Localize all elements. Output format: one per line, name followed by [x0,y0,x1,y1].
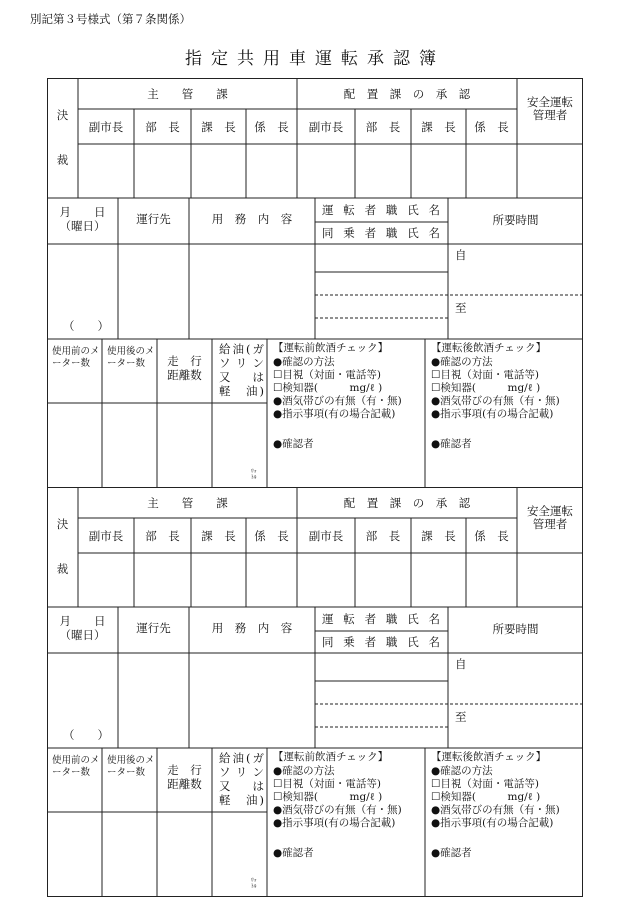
business-content-label: 用 務 内 容 [211,212,293,226]
check-after-method: ●確認の方法 [431,765,493,777]
meter-after-label: 使用後のメーター数 [107,755,155,778]
refuel-label-1: 給油(ガ [219,751,264,765]
time-from-label: 自 [455,248,467,262]
driver-name-label: 運転者職氏名 [322,203,440,217]
weekday-label: （曜日） [59,628,106,642]
time-from-label: 自 [455,657,467,671]
time-to-label: 至 [455,710,467,724]
check-after-title: 【運転後飲酒チェック】 [431,342,547,354]
kessai-label-bottom: 裁 [56,153,69,167]
approval-form-upper [47,78,583,488]
check-after-instructions: ●指示事項(有の場合記載) [431,408,554,420]
check-before-method: ●確認の方法 [273,765,335,777]
time-required-label: 所要時間 [492,622,539,636]
kessai-label-top: 決 [56,517,69,531]
passenger-name-label: 同乗者職氏名 [322,635,440,649]
weekday-blank: （ ） [63,728,109,742]
weekday-blank: （ ） [63,319,109,333]
meter-before-label: 使用前のメーター数 [52,346,100,369]
weekday-label: （曜日） [59,219,106,233]
refuel-label-3: 又 は [219,779,264,793]
role-section-chief: 課 長 [201,529,236,543]
check-after-confirmer: ●確認者 [431,847,472,859]
meter-before-label: 使用前のメーター数 [52,755,100,778]
check-after-visual: ☐目視（対面・電話等) [431,369,540,381]
table-grid [47,78,583,488]
main-section-header: 主 管 課 [147,87,228,101]
time-to-label: 至 [455,301,467,315]
role-vice-mayor: 副市長 [88,120,124,134]
role-vice-mayor-2: 副市長 [308,120,344,134]
refuel-label-2: ソ リ ン [219,765,264,779]
check-after-method: ●確認の方法 [431,356,493,368]
check-before-instructions: ●指示事項(有の場合記載) [273,408,396,420]
check-before-visual: ☐目視（対面・電話等) [273,778,382,790]
check-before-visual: ☐目視（対面・電話等) [273,369,382,381]
check-before-detector: ☐検知器( mg/ℓ ) [273,791,383,803]
liter-unit: ﾘｯﾄﾙ [251,469,257,481]
refuel-label-2: ソ リ ン [219,356,264,370]
meter-after-label: 使用後のメーター数 [107,346,155,369]
check-after-title: 【運転後飲酒チェック】 [431,751,547,763]
check-after-instructions: ●指示事項(有の場合記載) [431,817,554,829]
driver-name-label: 運転者職氏名 [322,612,440,626]
date-label: 月 日 [59,614,106,628]
safety-manager-header: 安全運転管理者 [527,95,573,122]
passenger-name-label: 同乗者職氏名 [322,226,440,240]
check-before-title: 【運転前飲酒チェック】 [273,751,389,763]
assignment-section-header: 配 置 課 の 承 認 [343,496,471,510]
check-after-detector: ☐検知器( mg/ℓ ) [431,382,541,394]
check-after-visual: ☐目視（対面・電話等) [431,778,540,790]
approval-form-lower [47,487,583,897]
role-director: 部 長 [145,120,180,134]
check-before-instructions: ●指示事項(有の場合記載) [273,817,396,829]
check-after-detector: ☐検知器( mg/ℓ ) [431,791,541,803]
check-before-alcohol: ●酒気帯びの有無（有・無) [273,395,402,407]
check-before-confirmer: ●確認者 [273,847,314,859]
table-grid [47,487,583,897]
role-subsection-chief-2: 係 長 [474,529,509,543]
distance-label-1: 走 行 [167,354,202,368]
role-director: 部 長 [145,529,180,543]
role-subsection-chief: 係 長 [254,529,289,543]
check-after-alcohol: ●酒気帯びの有無（有・無) [431,804,560,816]
form-number: 別記第３号様式（第７条関係） [30,12,191,26]
check-after-confirmer: ●確認者 [431,438,472,450]
role-subsection-chief: 係 長 [254,120,289,134]
destination-label: 運行先 [136,621,171,635]
check-before-method: ●確認の方法 [273,356,335,368]
kessai-label-top: 決 [56,108,69,122]
role-director-2: 部 長 [365,120,401,134]
kessai-label-bottom: 裁 [56,562,69,576]
role-subsection-chief-2: 係 長 [474,120,509,134]
role-section-chief-2: 課 長 [421,120,456,134]
check-before-title: 【運転前飲酒チェック】 [273,342,389,354]
time-required-label: 所要時間 [492,213,539,227]
distance-label-1: 走 行 [167,763,202,777]
role-vice-mayor: 副市長 [88,529,124,543]
assignment-section-header: 配 置 課 の 承 認 [343,87,471,101]
main-section-header: 主 管 課 [147,496,228,510]
role-director-2: 部 長 [365,529,401,543]
refuel-label-3: 又 は [219,370,264,384]
role-section-chief-2: 課 長 [421,529,456,543]
check-before-alcohol: ●酒気帯びの有無（有・無) [273,804,402,816]
role-section-chief: 課 長 [201,120,236,134]
refuel-label-4: 軽 油) [219,793,264,807]
safety-manager-header: 安全運転管理者 [527,504,573,531]
check-after-alcohol: ●酒気帯びの有無（有・無) [431,395,560,407]
role-vice-mayor-2: 副市長 [308,529,344,543]
distance-label-2: 距離数 [167,368,202,382]
liter-unit: ﾘｯﾄﾙ [251,878,257,890]
document-title: 指定共用車運転承認簿 [185,49,445,69]
destination-label: 運行先 [136,212,171,226]
check-before-confirmer: ●確認者 [273,438,314,450]
check-before-detector: ☐検知器( mg/ℓ ) [273,382,383,394]
distance-label-2: 距離数 [167,777,202,791]
business-content-label: 用 務 内 容 [211,621,293,635]
date-label: 月 日 [59,205,106,219]
refuel-label-1: 給油(ガ [219,342,264,356]
refuel-label-4: 軽 油) [219,384,264,398]
